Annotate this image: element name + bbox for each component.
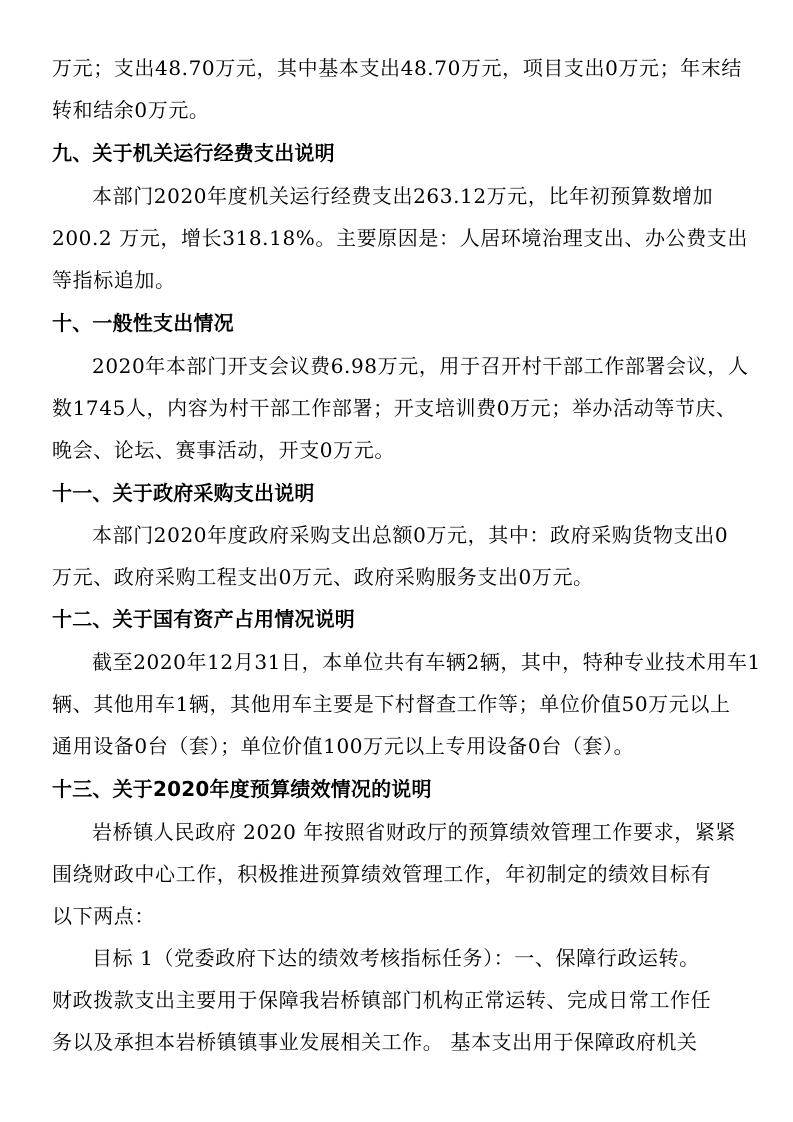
paragraph-line: 岩桥镇人民政府 2020 年按照省财政厅的预算绩效管理工作要求，紧紧 <box>92 820 737 844</box>
paragraph-line: 务以及承担本岩桥镇镇事业发展相关工作。 基本支出用于保障政府机关 <box>52 1030 698 1054</box>
paragraph-line: 本部门2020年度机关运行经费支出263.12万元，比年初预算数增加 <box>92 184 714 208</box>
paragraph-line: 截至2020年12月31日，本单位共有车辆2辆，其中，特种专业技术用车1 <box>92 650 761 674</box>
paragraph-line: 以下两点： <box>52 904 155 928</box>
paragraph-line: 辆、其他用车1辆，其他用车主要是下村督查工作等；单位价值50万元以上 <box>52 692 731 716</box>
paragraph-line: 晚会、论坛、赛事活动，开支0万元。 <box>52 438 395 462</box>
section-heading-9: 九、关于机关运行经费支出说明 <box>52 141 335 165</box>
section-heading-11: 十一、关于政府采购支出说明 <box>52 481 315 505</box>
paragraph-line: 200.2 万元，增长318.18%。主要原因是：人居环境治理支出、办公费支出 <box>52 226 748 250</box>
section-heading-10: 十、一般性支出情况 <box>52 311 234 335</box>
section-heading-13: 十三、关于2020年度预算绩效情况的说明 <box>52 777 432 801</box>
paragraph-line: 数1745人，内容为村干部工作部署；开支培训费0万元；举办活动等节庆、 <box>52 396 737 420</box>
paragraph-line: 财政拨款支出主要用于保障我岩桥镇部门机构正常运转、完成日常工作任 <box>52 988 712 1012</box>
paragraph-line: 万元；支出48.70万元，其中基本支出48.70万元，项目支出0万元；年末结 <box>52 56 743 80</box>
section-heading-12: 十二、关于国有资产占用情况说明 <box>52 607 355 631</box>
paragraph-line: 2020年本部门开支会议费6.98万元，用于召开村干部工作部署会议，人 <box>92 354 749 378</box>
paragraph-line: 等指标追加。 <box>52 268 176 292</box>
paragraph-line: 目标 1（党委政府下达的绩效考核指标任务）：一、保障行政运转。 <box>92 946 700 970</box>
paragraph-line: 围绕财政中心工作，积极推进预算绩效管理工作，年初制定的绩效目标有 <box>52 862 712 886</box>
paragraph-line: 万元、政府采购工程支出0万元、政府采购服务支出0万元。 <box>52 565 594 589</box>
paragraph-line: 本部门2020年度政府采购支出总额0万元，其中：政府采购货物支出0 <box>92 523 729 547</box>
paragraph-line: 通用设备0台（套）；单位价值100万元以上专用设备0台（套）。 <box>52 734 635 758</box>
paragraph-line: 转和结余0万元。 <box>52 98 210 122</box>
